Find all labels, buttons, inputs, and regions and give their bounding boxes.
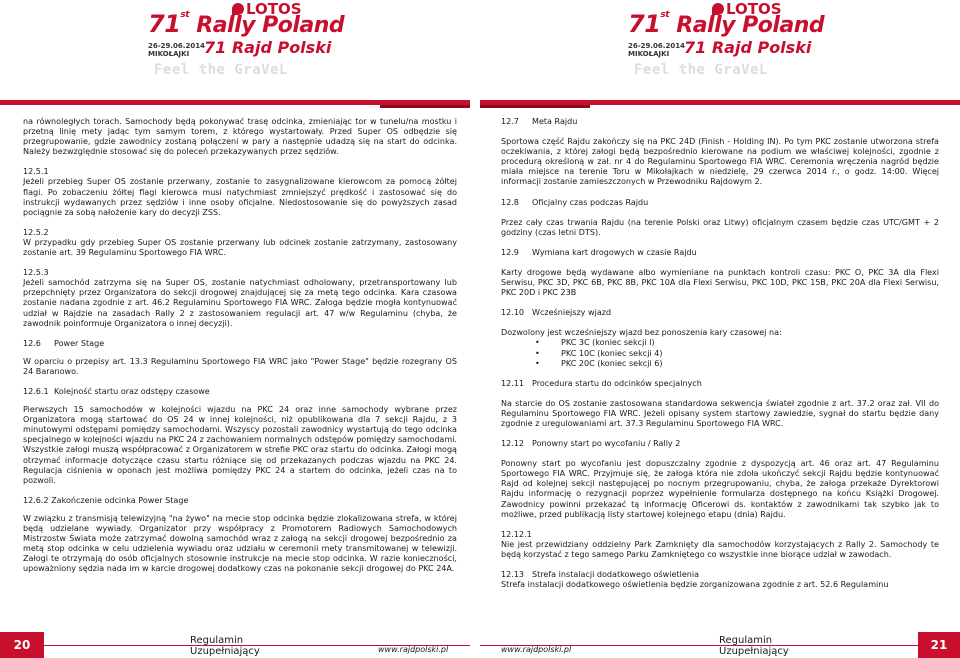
section-text: W oparciu o przepisy art. 13.3 Regulaminu Sportowego FIA WRC jako "Power Stage" będzie rozegrany OS 24 Baranowo.	[23, 356, 457, 376]
section-number: 12.5.1	[23, 167, 49, 177]
right-text-column	[501, 117, 939, 590]
section-heading: 12.6.2 Zakończenie odcinka Power Stage	[23, 495, 189, 505]
title-band-accent	[480, 105, 590, 108]
section-text: Sportowa część Rajdu zakończy się na PKC 24D (Finish - Holding IN). Po tym PKC zostanie utworzona strefa oczekiwania, z której załogi będą bezpośrednio kierowane na podium we właściwej kolejności, zgodnie z procedurą określoną w zał. nr 4 do Regulaminu Sportowego FIA WRC. Ceremonia wręczenia nagród będzie miała miejsce na terenie Toru w Mikołajkach w niedzielę, 29 czerwca 2014 r., o godz. 14:00. Więcej informacji zostanie zamieszczonych w Przewodniku Rajdowym 2.	[501, 137, 939, 187]
tagline: Feel the GraVeL	[154, 62, 288, 78]
left-text-column	[23, 117, 457, 574]
list-item: • PKC 3C (koniec sekcji I)	[535, 338, 939, 348]
section-number: 12.12.1	[501, 529, 532, 539]
early-entry-list	[501, 338, 939, 368]
section-text: Jeżeli samochód zatrzyma się na Super OS, zostanie natychmiast odholowany, przetransportowany lub przepchnięty przez Organizatora do sekcji drogowej znajdującej się za metą tego odcinka. Kara czasowa zostanie nadana zgodnie z art. 46.2 Regulaminu Sportowego FIA WRC. Załoga będzie mogła kontynuować udział w Rajdzie na zasadach Rally 2 z zastosowaniem regulacji art. 47 w/w Regulaminu (chyba, że zawodnik poinformuje Organizatora o innej decyzji).	[23, 278, 457, 328]
rajd-title: 71 Rajd Polski	[204, 38, 332, 57]
section-text: Dozwolony jest wcześniejszy wjazd bez ponoszenia kary czasowej na:	[501, 328, 782, 338]
rally-logo	[628, 0, 828, 86]
lotos-logo: LOTOS	[232, 0, 302, 18]
section-text: W związku z transmisją telewizyjną "na żywo" na mecie stop odcinka będzie zlokalizowana strefa, w której będą udzielane wywiady. Organizator przy współpracy z Promotorem Radiowych Samochodowych Mistrzostw Świata może zatrzymać dowolną samochód wraz z załogą na sekcji drogowej bezpośrednio za metą stop odcinka w celu udzielenia wywiadu oraz udziału w ceremonii mety transmitowanej w telewizji. Załogi te otrzymają do osób oficjalnych stosownie instrukcje na mecie stop odcinka. W razie konieczności, upoważniony sędzia nada im w karcie drogowej dodatkowy czas na pokonanie sekcji drogowej do PKC 24A.	[23, 513, 457, 574]
title-band-accent	[380, 105, 470, 108]
rally-logo	[148, 0, 348, 86]
section-heading: 12.10 Wcześniejszy wjazd	[501, 308, 612, 318]
section-text: W przypadku gdy przebieg Super OS zostanie przerwany lub odcinek zostanie zatrzymany, zastosowany zostanie art. 39 Regulaminu Sportowego FIA WRC.	[23, 237, 457, 258]
section-heading: 12.6.1 Kolejność startu oraz odstępy czasowe	[23, 386, 210, 396]
section-text: Ponowny start po wycofaniu jest dopuszczalny zgodnie z dyspozycją art. 46 oraz art. 47 Regulaminu Sportowego FIA WRC. Przyjmuje się, że załoga która nie zdoła ukończyć sekcji Rajdu będzie kontynuować Rajd od kolejnej sekcji następującej po nocnym przegrupowaniu, chyba, że załoga przekaże Dyrektorowi Rajdu informację o rezygnacji poprzez wypełnienie formularza dostępnego na końcu Książki Drogowej. Zawodnicy powinni przekazać tą informację Oficerowi ds. kontaktów z zawodnikami tak szybko jak to możliwe, przed publikacją listy startowej kolejnego etapu (dnia) Rajdu.	[501, 459, 939, 519]
section-heading: 12.9 Wymiana kart drogowych w czasie Rajdu	[501, 247, 697, 257]
rally-title: 71st Rally Poland	[148, 10, 345, 38]
footer-url[interactable]: www.rajdpolski.pl	[378, 645, 449, 654]
section-number: 12.5.3	[23, 268, 49, 278]
page-number-badge: 21	[918, 632, 960, 658]
section-heading: 12.8 Oficjalny czas podczas Rajdu	[501, 197, 649, 207]
section-text: Nie jest przewidziany oddzielny Park Zamknięty dla samochodów korzystających z Rally 2. Samochody te będą korzystać z tego samego Parku Zamkniętego co wszystkie inne biorące udział w zawodach.	[501, 539, 939, 559]
section-heading: 12.11 Procedura startu do odcinków specjalnych	[501, 378, 702, 388]
rally-title: 71st Rally Poland	[628, 10, 825, 38]
section-heading: 12.6 Power Stage	[23, 338, 105, 348]
rally-dates: 26-29.06.2014 MIKOŁAJKI	[628, 42, 685, 58]
section-heading: 12.7 Meta Rajdu	[501, 117, 578, 126]
page-number-badge: 20	[0, 632, 44, 658]
footer-label: Regulamin Uzupełniający	[719, 635, 789, 657]
right-page	[480, 0, 960, 658]
rally-dates: 26-29.06.2014 MIKOŁAJKI	[148, 42, 205, 58]
section-text: Strefa instalacji dodatkowego oświetlenia będzie zorganizowana zgodnie z art. 52.6 Regulaminu	[501, 580, 889, 590]
section-text: Przez cały czas trwania Rajdu (na terenie Polski oraz Litwy) oficjalnym czasem będzie czas UTC/GMT + 2 godziny (czas letni DTS).	[501, 217, 939, 237]
section-text: Na starcie do OS zostanie zastosowana standardowa sekwencja świateł zgodnie z art. 37.2 oraz zał. VII do Regulaminu Sportowego FIA WRC. Jeżeli opisany system startowy zawiedzie, sygnał do startu będzie dany zgodnie z uregulowaniami art. 37.3 Regulaminu Sportowego FIA WRC.	[501, 398, 939, 428]
footer-label: Regulamin Uzupełniający	[190, 635, 260, 657]
intro-paragraph: na równoległych torach. Samochody będą pokonywać trasę odcinka, zmieniając tor w tunelu/na mostku i przetną linię mety jadąc tym samym torem, z którego wystartowały. Przed Super OS odbędzie się przegrupowanie, gdzie zawodnicy zostaną połączeni w pary a następnie udadzą się na start do odcinka. Należy bezwzględnie stosować się do poleceń przekazywanych przez sędziów.	[23, 117, 457, 157]
section-text: Jeżeli przebieg Super OS zostanie przerwany, zostanie to zasygnalizowane kierowcom za pomocą żółtej flagi. Po zobaczeniu żółtej flagi kierowca musi natychmiast zmniejszyć prędkość i zastosować się do instrukcji wydawanych przez sędziów i inne osoby oficjalne. Niedostosowanie się do powyższych zasad pociągnie za sobą nałożenie kary do decyzji ZSS.	[23, 177, 457, 217]
section-number: 12.5.2	[23, 227, 49, 237]
tagline: Feel the GraVeL	[634, 62, 768, 78]
rajd-title: 71 Rajd Polski	[684, 38, 812, 57]
lotos-logo: LOTOS	[712, 0, 782, 18]
section-heading: 12.13 Strefa instalacji dodatkowego oświetlenia	[501, 570, 700, 579]
section-text: Pierwszych 15 samochodów w kolejności wjazdu na PKC 24 oraz inne samochody wybrane przez Organizatora mogą startować do OS 24 w innej kolejności, niż opublikowana dla 7 sekcji Rajdu, z 3 minutowymi odstępami pomiędzy samochodami. Wszyscy pozostali zawodnicy wystartują do tego odcinka specjalnego w kolejności wjazdu na PKC 24 z zachowaniem normalnych odstępów pomiędzy samochodami. Wszystkie załogi muszą współpracować z Organizatorem w strefie PKC oraz startu do odcinka. Załogi mogą otrzymać informacje dotyczące czasu startu różniące się od przekazanych podczas wjazdu na PKC 24. Regulacja ciśnienia w oponach jest możliwa pomiędzy PKC 24 a startem do odcinka, jeżeli czas na to pozwoli.	[23, 405, 457, 485]
section-text: Karty drogowe będą wydawane albo wymieniane na punktach kontroli czasu: PKC O, PKC 3A dla Flexi Serwisu, PKC 3D, PKC 6B, PKC 8B, PKC 10A dla Flexi Serwisu, PKC 10D, PKC 15B, PKC 20A dla Flexi Serwisu, PKC 20D i PKC 23B	[501, 267, 939, 298]
list-item: • PKC 20C (koniec sekcji 6)	[535, 359, 939, 369]
list-item: • PKC 10C (koniec sekcji 4)	[535, 349, 939, 359]
footer-url[interactable]: www.rajdpolski.pl	[501, 645, 572, 654]
section-heading: 12.12 Ponowny start po wycofaniu / Rally 2	[501, 439, 681, 449]
